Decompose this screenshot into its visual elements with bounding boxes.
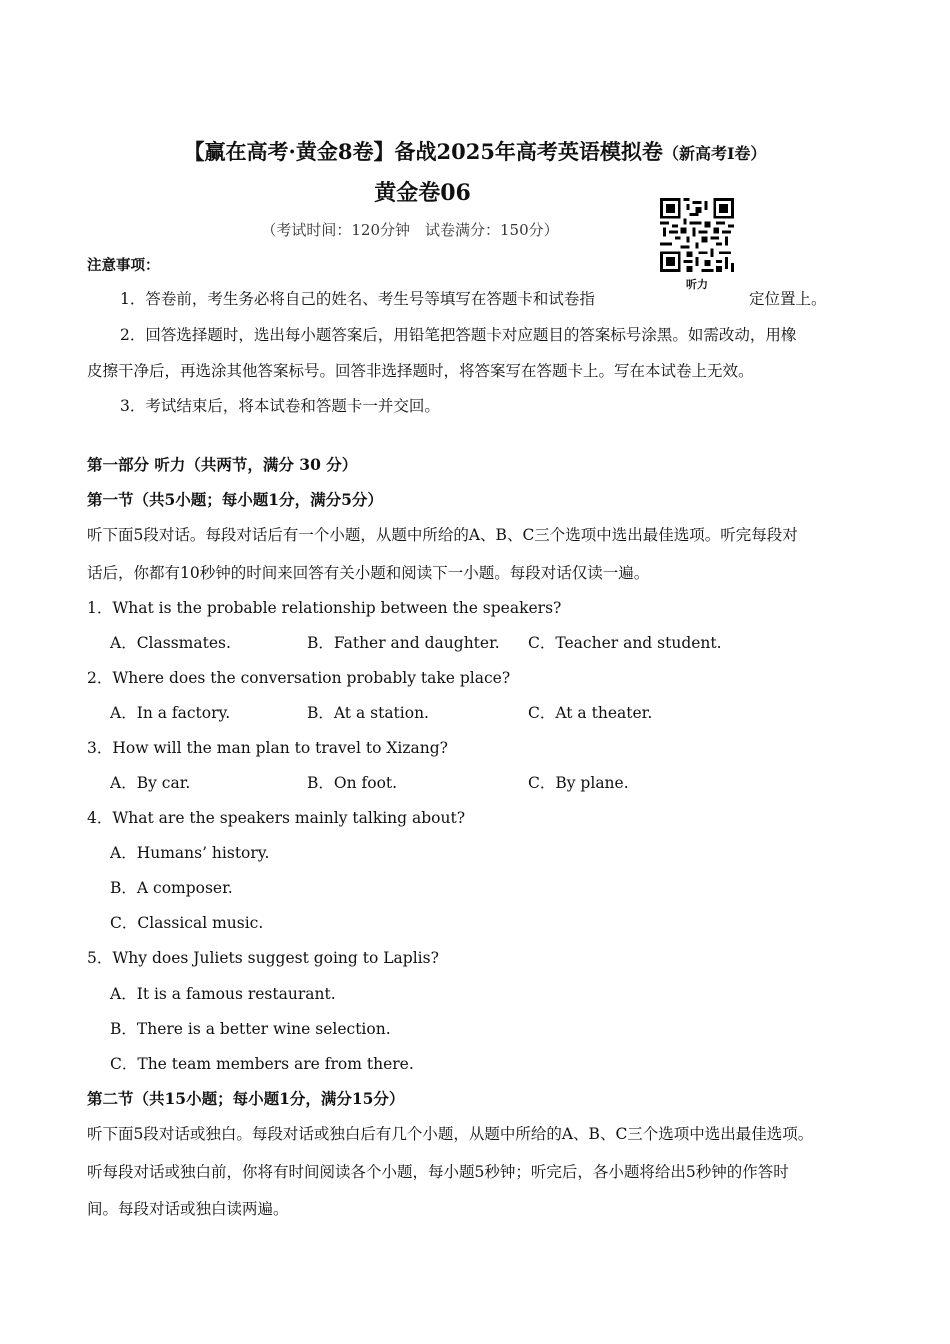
q5-option-c: C．The team members are from there.	[110, 1055, 414, 1073]
question-1: 1．What is the probable relationship between the speakers?	[87, 599, 562, 617]
question-4: 4．What are the speakers mainly talking about?	[87, 809, 466, 827]
q3-option-a: A．By car.	[110, 774, 191, 792]
q1-option-b: B．Father and daughter.	[307, 634, 500, 652]
q5-option-a: A．It is a famous restaurant.	[110, 985, 336, 1003]
q4-option-b: B．A composer.	[110, 879, 233, 897]
notes-item-1a: 1．答卷前，考生务必将自己的姓名、考生号等填写在答题卡和试卷指	[120, 290, 595, 308]
section2-instructions-line3: 间。每段对话或独白读两遍。	[87, 1200, 289, 1218]
section1-instructions-line1: 听下面5段对话。每段对话后有一个小题，从题中所给的A、B、C三个选项中选出最佳选项。听完每段对	[87, 526, 798, 544]
page-subtitle: 黄金卷06	[374, 180, 471, 206]
title-suffix: （新高考I卷）	[662, 144, 767, 163]
question-2: 2．Where does the conversation probably take place?	[87, 669, 511, 687]
q1-option-a: A．Classmates.	[110, 634, 231, 652]
part1-heading: 第一部分 听力（共两节，满分 30 分）	[87, 455, 358, 474]
notes-item-1b: 定位置上。	[749, 290, 827, 308]
question-5: 5．Why does Juliets suggest going to Laplis?	[87, 949, 439, 967]
q4-option-c: C．Classical music.	[110, 914, 264, 932]
page-title	[0, 136, 950, 166]
section2-instructions-line1: 听下面5段对话或独白。每段对话或独白后有几个小题，从题中所给的A、B、C三个选项中选出最佳选项。	[87, 1125, 814, 1143]
section2-heading: 第二节（共15小题；每小题1分，满分15分）	[87, 1089, 405, 1108]
notes-item-3: 3．考试结束后，将本试卷和答题卡一并交回。	[120, 397, 440, 415]
qr-label: 听力	[686, 278, 708, 291]
q3-option-c: C．By plane.	[528, 774, 629, 792]
exam-info: （考试时间：120分钟 试卷满分：150分）	[261, 221, 559, 239]
notes-item-2-line2: 皮擦干净后，再选涂其他答案标号。回答非选择题时，将答案写在答题卡上。写在本试卷上无效。	[87, 362, 754, 380]
section1-heading: 第一节（共5小题；每小题1分，满分5分）	[87, 490, 383, 509]
notes-heading: 注意事项：	[87, 257, 160, 274]
q3-option-b: B．On foot.	[307, 774, 398, 792]
q2-option-a: A．In a factory.	[110, 704, 231, 722]
section2-instructions-line2: 听每段对话或独白前，你将有时间阅读各个小题，每小题5秒钟；听完后，各小题将给出5秒钟的作答时	[87, 1163, 789, 1181]
q4-option-a: A．Humans’ history.	[110, 844, 270, 862]
section1-instructions-line2: 话后，你都有10秒钟的时间来回答有关小题和阅读下一小题。每段对话仅读一遍。	[87, 564, 650, 582]
q1-option-c: C．Teacher and student.	[528, 634, 722, 652]
q2-option-b: B．At a station.	[307, 704, 429, 722]
title-main: 【赢在高考·黄金8卷】备战2025年高考英语模拟卷	[183, 139, 663, 164]
question-3: 3．How will the man plan to travel to Xizang?	[87, 739, 448, 757]
q5-option-b: B．There is a better wine selection.	[110, 1020, 391, 1038]
q2-option-c: C．At a theater.	[528, 704, 653, 722]
qr-code-icon[interactable]	[660, 198, 734, 272]
notes-item-2-line1: 2．回答选择题时，选出每小题答案后，用铅笔把答题卡对应题目的答案标号涂黑。如需改动，用橡	[120, 326, 797, 344]
